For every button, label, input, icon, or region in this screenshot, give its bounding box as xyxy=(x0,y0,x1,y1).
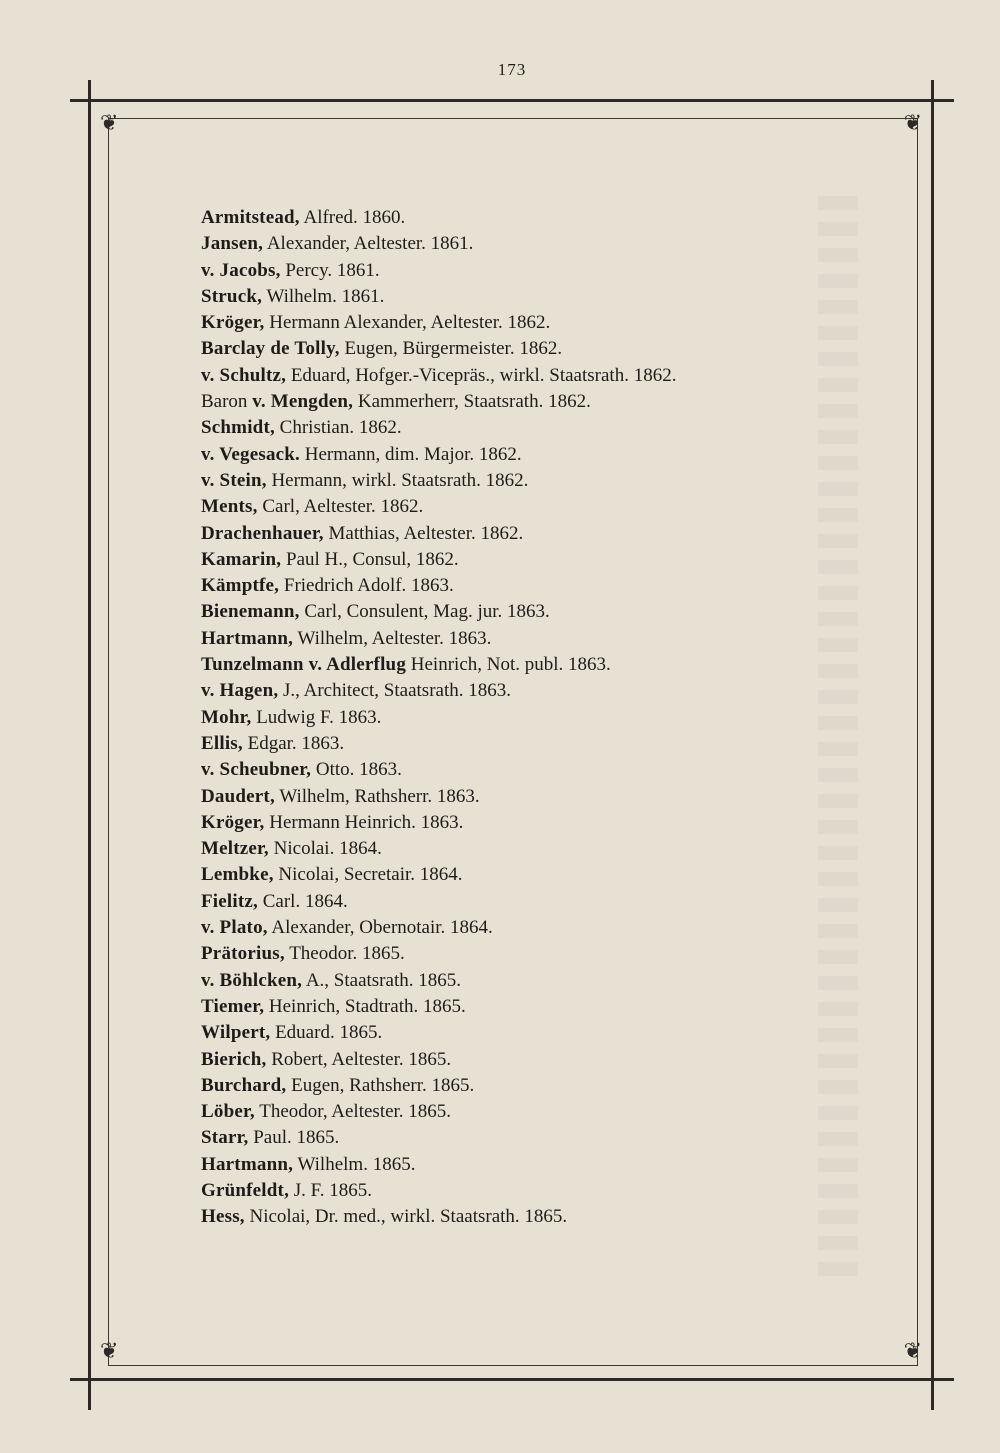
list-item xyxy=(201,389,881,415)
entry-name: Kröger, xyxy=(201,811,265,833)
list-item xyxy=(201,494,881,520)
entry-name: Grünfeldt, xyxy=(201,1179,290,1201)
entry-name: v. Hagen, xyxy=(201,680,279,702)
list-item xyxy=(201,626,881,652)
entry-name: Meltzer, xyxy=(201,838,269,860)
list-item xyxy=(201,468,881,494)
entry-details: Paul. 1865. xyxy=(248,1127,340,1149)
list-item xyxy=(201,836,881,862)
entry-details: Carl, Consulent, Mag. jur. 1863. xyxy=(299,601,550,623)
list-item xyxy=(201,547,881,573)
list-item xyxy=(201,336,881,362)
entry-name: Starr, xyxy=(201,1127,249,1149)
entry-details: J., Architect, Staatsrath. 1863. xyxy=(278,680,511,702)
entry-name: Tiemer, xyxy=(201,995,265,1017)
list-item xyxy=(201,231,881,257)
entry-name: v. Jacobs, xyxy=(201,259,281,281)
entry-details: Christian. 1862. xyxy=(274,417,402,439)
entry-name: Fielitz, xyxy=(201,890,258,912)
list-item xyxy=(201,1099,881,1125)
page-number: 173 xyxy=(497,60,527,79)
entry-name: Kamarin, xyxy=(201,548,282,570)
entry-details: Alexander, Obernotair. 1864. xyxy=(267,917,493,939)
entry-name: Daudert, xyxy=(201,785,275,807)
entry-name: Löber, xyxy=(201,1101,255,1123)
entry-name: Tunzelmann v. Adlerflug xyxy=(201,654,407,676)
entry-name: v. Mengden, xyxy=(252,391,354,413)
list-item xyxy=(201,1152,881,1178)
entry-details: Eugen, Bürgermeister. 1862. xyxy=(339,338,563,360)
list-item xyxy=(201,784,881,810)
entry-details: Hermann, wirkl. Staatsrath. 1862. xyxy=(266,469,529,491)
entry-details: Nicolai. 1864. xyxy=(268,838,382,860)
list-item xyxy=(201,573,881,599)
entry-details: Wilhelm. 1861. xyxy=(262,285,385,307)
list-item xyxy=(201,757,881,783)
entry-details: Theodor. 1865. xyxy=(284,943,405,965)
entry-name: Kämptfe, xyxy=(201,575,280,597)
list-item xyxy=(201,1020,881,1046)
list-item xyxy=(201,258,881,284)
entry-details: Carl, Aeltester. 1862. xyxy=(257,496,424,518)
frame-extension-top xyxy=(70,99,954,102)
entry-name: Kröger, xyxy=(201,312,265,334)
entry-name: v. Stein, xyxy=(201,469,267,491)
entry-name: Mohr, xyxy=(201,706,252,728)
entry-name: Bierich, xyxy=(201,1048,267,1070)
entry-name: v. Böhlcken, xyxy=(201,969,303,991)
entry-details: Eugen, Rathsherr. 1865. xyxy=(286,1074,475,1096)
member-list xyxy=(201,205,881,1231)
list-item xyxy=(201,915,881,941)
entry-name: v. Schultz, xyxy=(201,364,287,386)
list-item xyxy=(201,1073,881,1099)
list-item xyxy=(201,1204,881,1230)
list-item xyxy=(201,731,881,757)
entry-details: J. F. 1865. xyxy=(289,1179,372,1201)
entry-name: Armitstead, xyxy=(201,207,300,228)
entry-details: Ludwig F. 1863. xyxy=(251,706,382,728)
entry-details: Percy. 1861. xyxy=(280,259,380,281)
list-item xyxy=(201,652,881,678)
list-item xyxy=(201,599,881,625)
entry-details: Wilhelm. 1865. xyxy=(293,1153,416,1175)
list-item xyxy=(201,1047,881,1073)
entry-name: Bienemann, xyxy=(201,601,300,623)
list-item xyxy=(201,1125,881,1151)
entry-name: Hartmann, xyxy=(201,627,294,649)
entry-details: Eduard. 1865. xyxy=(270,1022,383,1044)
entry-details: Hermann Alexander, Aeltester. 1862. xyxy=(264,312,551,334)
entry-details: Edgar. 1863. xyxy=(242,732,345,754)
entry-prefix: Baron xyxy=(201,391,253,413)
list-item xyxy=(201,442,881,468)
list-item xyxy=(201,889,881,915)
list-item xyxy=(201,205,881,231)
list-item xyxy=(201,1178,881,1204)
entry-name: Hess, xyxy=(201,1206,245,1228)
list-item xyxy=(201,705,881,731)
entry-name: Lembke, xyxy=(201,864,274,886)
entry-details: Matthias, Aeltester. 1862. xyxy=(323,522,524,544)
entry-name: Jansen, xyxy=(201,233,264,255)
list-item xyxy=(201,968,881,994)
entry-name: Schmidt, xyxy=(201,417,275,439)
list-item xyxy=(201,862,881,888)
entry-details: Nicolai, Dr. med., wirkl. Staatsrath. 1865. xyxy=(244,1206,568,1228)
entry-name: v. Vegesack. xyxy=(201,443,300,465)
entry-details: Heinrich, Stadtrath. 1865. xyxy=(264,995,466,1017)
entry-details: Otto. 1863. xyxy=(311,759,402,781)
corner-ornament-icon: ❦ xyxy=(100,1338,119,1363)
entry-details: A., Staatsrath. 1865. xyxy=(302,969,461,991)
list-item xyxy=(201,678,881,704)
entry-details: Carl. 1864. xyxy=(258,890,348,912)
entry-details: Kammerherr, Staatsrath. 1862. xyxy=(353,391,591,413)
entry-name: Drachenhauer, xyxy=(201,522,324,544)
entry-name: Hartmann, xyxy=(201,1153,294,1175)
entry-details: Hermann, dim. Major. 1862. xyxy=(300,443,522,465)
entry-details: Eduard, Hofger.-Vicepräs., wirkl. Staatsrath. 1862. xyxy=(286,364,677,386)
entry-details: Alexander, Aeltester. 1861. xyxy=(263,233,474,255)
entry-name: v. Scheubner, xyxy=(201,759,312,781)
entry-details: Hermann Heinrich. 1863. xyxy=(264,811,464,833)
entry-details: Paul H., Consul, 1862. xyxy=(281,548,459,570)
list-item xyxy=(201,941,881,967)
entry-details: Wilhelm, Rathsherr. 1863. xyxy=(274,785,480,807)
list-item xyxy=(201,810,881,836)
entry-name: Ellis, xyxy=(201,732,243,754)
frame-extension-right xyxy=(931,80,934,1410)
entry-name: Ments, xyxy=(201,496,258,518)
corner-ornament-icon: ❦ xyxy=(903,1338,922,1363)
entry-name: Prätorius, xyxy=(201,943,285,965)
list-item xyxy=(201,994,881,1020)
list-item xyxy=(201,415,881,441)
entry-name: Burchard, xyxy=(201,1074,287,1096)
entry-details: Alfred. 1860. xyxy=(299,207,406,228)
entry-name: Struck, xyxy=(201,285,263,307)
list-item xyxy=(201,521,881,547)
frame-extension-bottom xyxy=(70,1378,954,1381)
frame-extension-left xyxy=(88,80,91,1410)
entry-details: Friedrich Adolf. 1863. xyxy=(279,575,454,597)
entry-details: Theodor, Aeltester. 1865. xyxy=(254,1101,452,1123)
entry-details: Nicolai, Secretair. 1864. xyxy=(273,864,463,886)
entry-name: Wilpert, xyxy=(201,1022,271,1044)
corner-ornament-icon: ❦ xyxy=(903,110,922,135)
entry-details: Robert, Aeltester. 1865. xyxy=(266,1048,452,1070)
list-item xyxy=(201,284,881,310)
entry-name: Barclay de Tolly, xyxy=(201,338,340,360)
entry-name: v. Plato, xyxy=(201,917,268,939)
entry-details: Heinrich, Not. publ. 1863. xyxy=(406,654,611,676)
corner-ornament-icon: ❦ xyxy=(100,110,119,135)
list-item xyxy=(201,363,881,389)
list-item xyxy=(201,310,881,336)
entry-details: Wilhelm, Aeltester. 1863. xyxy=(293,627,492,649)
